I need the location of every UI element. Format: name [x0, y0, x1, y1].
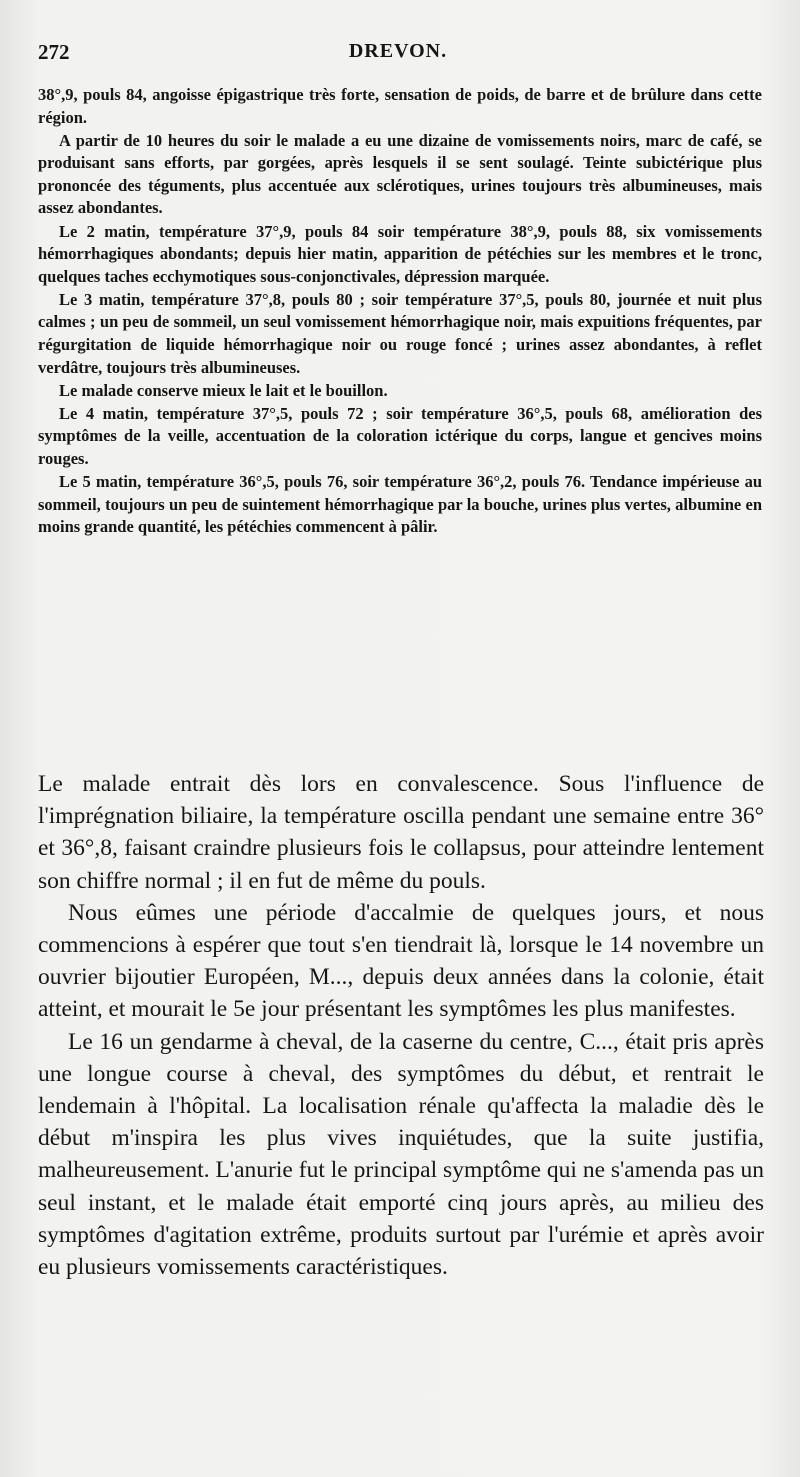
case-note-paragraph: Le 3 matin, température 37°,8, pouls 80 ; soir température 37°,5, pouls 80, journée et nuit plus calmes ; un peu de sommeil, un seul vomissement hémorrhagique noir, mais expuitions fréquentes, par régurgitation de liquide hémorrhagique noir ou rouge foncé ; urines assez abondantes, à reflet verdâtre, toujours très albumineuses.	[38, 289, 762, 377]
case-note-paragraph: 38°,9, pouls 84, angoisse épigastrique très forte, sensation de poids, de barre et de brûlure dans cette région.	[38, 85, 762, 127]
running-title: DREVON.	[348, 40, 448, 62]
case-note-paragraph: Le 2 matin, température 37°,9, pouls 84 soir température 38°,9, pouls 88, six vomissements hémorrhagiques abondants; depuis hier matin, apparition de pétéchies sur les membres et le tronc, quelques taches ecchymotiques sous-conjonctivales, dépression marquée.	[38, 221, 762, 286]
case-notes-block	[38, 84, 762, 539]
body-text-block	[38, 768, 764, 1283]
body-paragraph: Le malade entrait dès lors en convalescence. Sous l'influence de l'imprégnation biliaire, la température oscilla pendant une semaine entre 36° et 36°,8, faisant craindre plusieurs fois le collapsus, pour atteindre lentement son chiffre normal ; il en fut de même du pouls.	[38, 771, 764, 894]
case-note-paragraph: Le 5 matin, température 36°,5, pouls 76, soir température 36°,2, pouls 76. Tendance impérieuse au sommeil, toujours un peu de suintement hémorrhagique par la bouche, urines plus vertes, albumine en moins grande quantité, les pétéchies commencent à pâlir.	[38, 472, 762, 537]
case-note-paragraph: A partir de 10 heures du soir le malade a eu une dizaine de vomissements noirs, marc de café, se produisant sans efforts, par gorgées, après lesquels il se sent soulagé. Teinte subictérique plus prononcée des téguments, plus accentuée aux sclérotiques, urines toujours très albumineuses, mais assez abondantes.	[38, 130, 762, 218]
running-head	[38, 40, 758, 70]
case-note-paragraph: Le 4 matin, température 37°,5, pouls 72 ; soir température 36°,5, pouls 68, amélioration des symptômes de la veille, accentuation de la coloration ictérique du corps, langue et gencives moins rouges.	[38, 403, 762, 468]
body-paragraph: Le 16 un gendarme à cheval, de la caserne du centre, C..., était pris après une longue course à cheval, des symptômes du début, et rentrait le lendemain à l'hôpital. La localisation rénale qu'affecta la maladie dès le début m'inspira les plus vives inquiétudes, que la suite justifia, malheureusement. L'anurie fut le principal symptôme qui ne s'amenda pas un seul instant, et le malade était emporté cinq jours après, au milieu des symptômes d'agitation extrême, produits surtout par l'urémie et après avoir eu plusieurs vomissements caractéristiques.	[38, 1028, 764, 1281]
case-note-paragraph: Le malade conserve mieux le lait et le bouillon.	[59, 380, 388, 400]
body-paragraph: Nous eûmes une période d'accalmie de quelques jours, et nous commencions à espérer que tout s'en tiendrait là, lorsque le 14 novembre un ouvrier bijoutier Européen, M..., depuis deux années dans la colonie, était atteint, et mourait le 5e jour présentant les symptômes les plus manifestes.	[38, 899, 764, 1023]
page-number: 272	[38, 40, 70, 64]
